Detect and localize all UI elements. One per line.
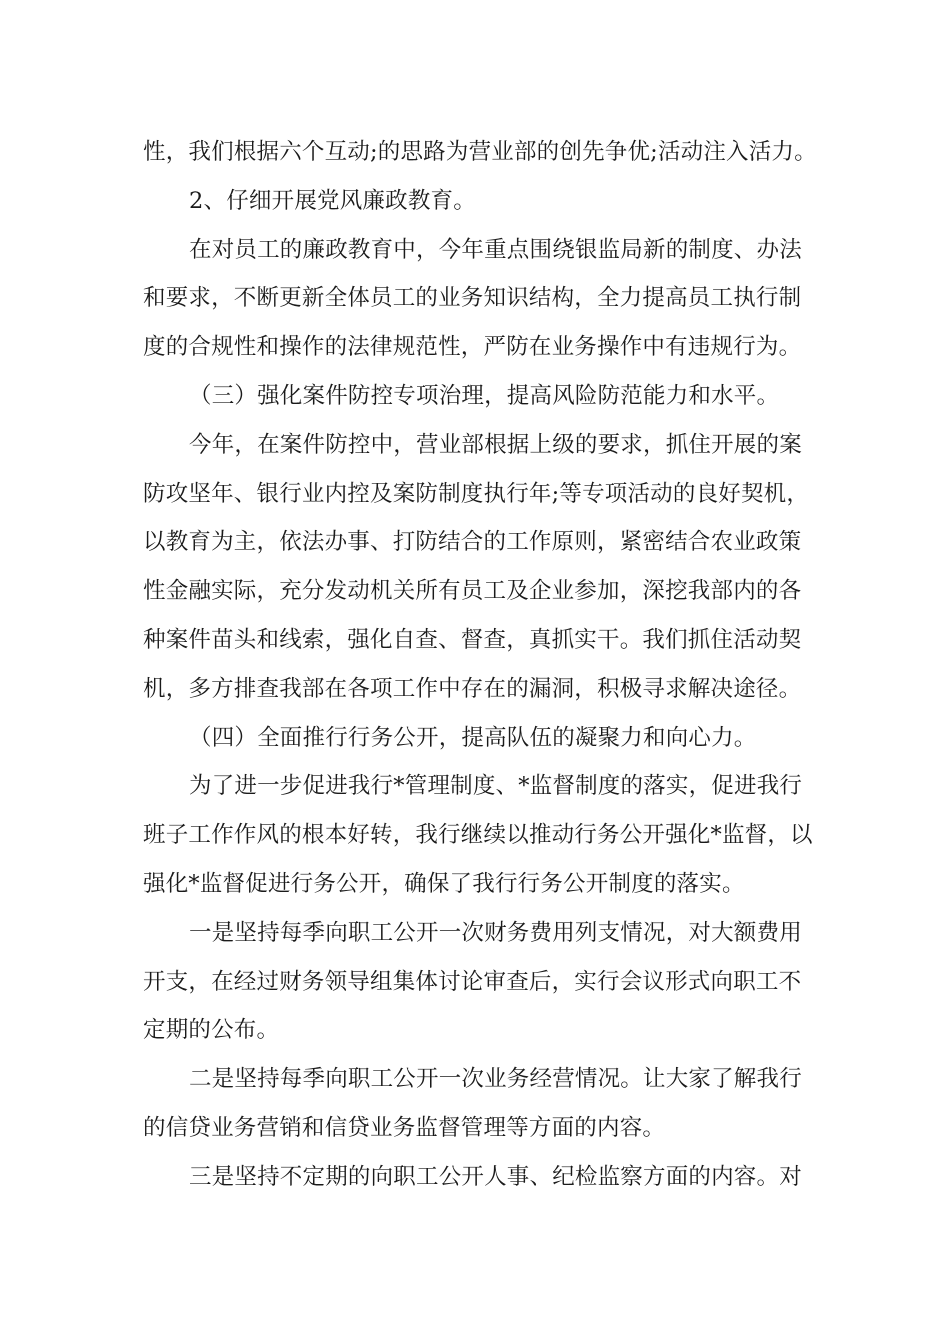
text-line: 定期的公布。 [143, 1017, 280, 1044]
text-line: 2、仔细开展党风廉政教育。 [189, 187, 476, 214]
text-line: 在对员工的廉政教育中，今年重点围绕银监局新的制度、办法 [189, 236, 802, 263]
section-heading: （四）全面推行行务公开，提高队伍的凝聚力和向心力。 [189, 724, 757, 751]
text-line: 为了进一步促进我行*管理制度、*监督制度的落实，促进我行 [189, 773, 803, 800]
text-line: 今年，在案件防控中，营业部根据上级的要求，抓住开展的案 [189, 431, 802, 458]
text-line: 机，多方排查我部在各项工作中存在的漏洞，积极寻求解决途径。 [143, 675, 802, 702]
text-line: 以教育为主，依法办事、打防结合的工作原则，紧密结合农业政策 [143, 529, 802, 556]
text-line: 一是坚持每季向职工公开一次财务费用列支情况，对大额费用 [189, 919, 802, 946]
text-line: 种案件苗头和线索，强化自查、督查，真抓实干。我们抓住活动契 [143, 626, 802, 653]
text-line: 班子工作作风的根本好转，我行继续以推动行务公开强化*监督，以 [143, 822, 813, 849]
section-heading: （三）强化案件防控专项治理，提高风险防范能力和水平。 [189, 382, 780, 409]
document-body [143, 128, 823, 1202]
text-line: 开支，在经过财务领导组集体讨论审查后，实行会议形式向职工不 [143, 968, 802, 995]
text-line: 性，我们根据六个互动;的思路为营业部的创先争优;活动注入活力。 [143, 139, 817, 165]
text-line: 二是坚持每季向职工公开一次业务经营情况。让大家了解我行 [189, 1066, 802, 1093]
text-line: 度的合规性和操作的法律规范性，严防在业务操作中有违规行为。 [143, 334, 802, 361]
text-line: 强化*监督促进行务公开，确保了我行行务公开制度的落实。 [143, 870, 745, 897]
text-line: 三是坚持不定期的向职工公开人事、纪检监察方面的内容。对 [189, 1163, 802, 1190]
text-line: 防攻坚年、银行业内控及案防制度执行年;等专项活动的良好契机， [143, 480, 810, 507]
text-line: 的信贷业务营销和信贷业务监督管理等方面的内容。 [143, 1114, 666, 1141]
text-line: 性金融实际，充分发动机关所有员工及企业参加，深挖我部内的各 [143, 578, 802, 605]
text-line: 和要求，不断更新全体员工的业务知识结构，全力提高员工执行制 [143, 285, 802, 312]
